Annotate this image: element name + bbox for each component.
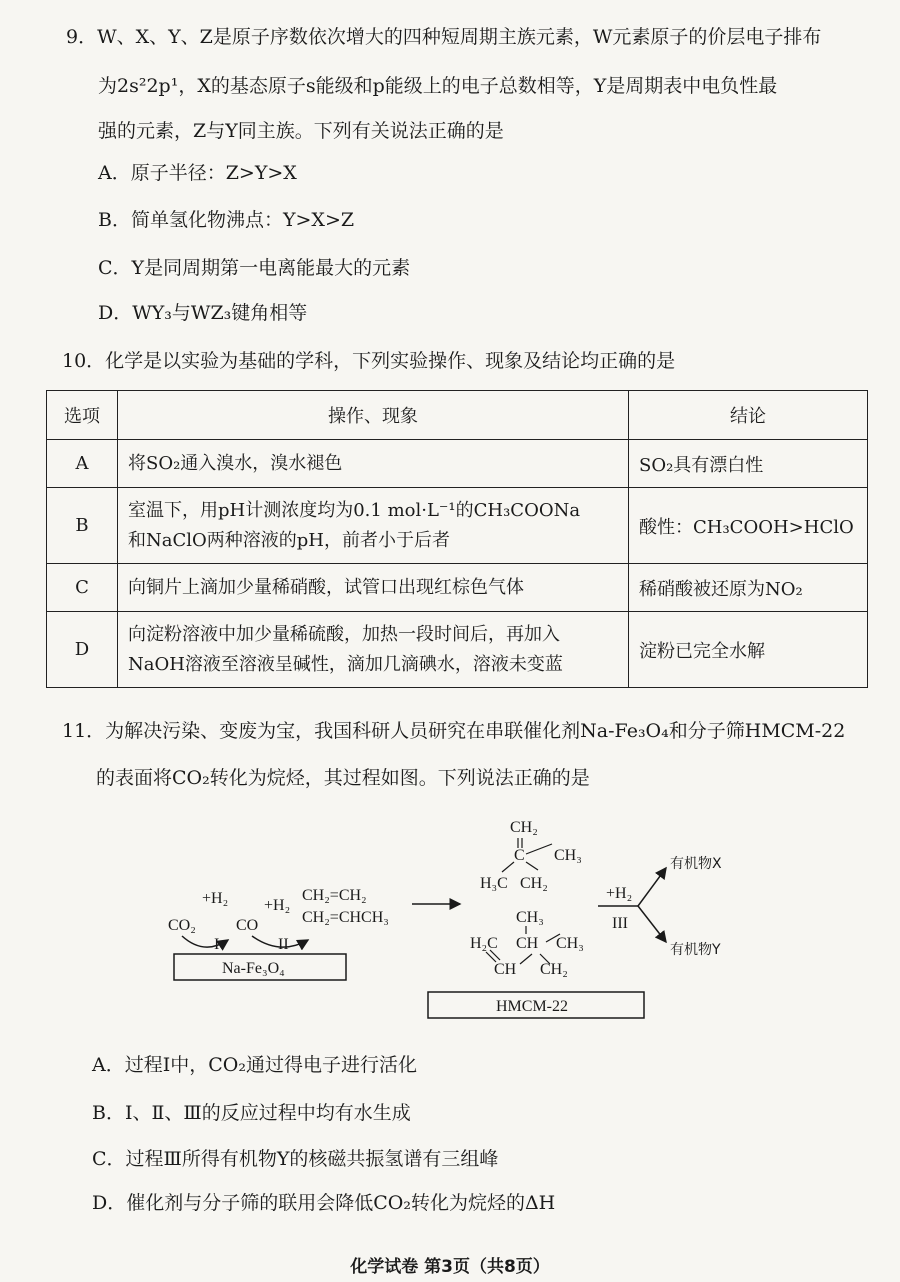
product-x-label: 有机物X xyxy=(670,856,722,872)
mol1-ch3: CH₃ xyxy=(554,847,582,864)
propylene-label: CH₂=CHCH₃ xyxy=(302,909,389,926)
row-conclusion: 稀硝酸被还原为NO₂ xyxy=(629,564,868,612)
reaction-diagram xyxy=(160,808,760,1028)
q9-option-d: D．WY₃与WZ₃键角相等 xyxy=(98,302,308,324)
mol2-ch3: CH₃ xyxy=(556,935,584,952)
h2-label-1: +H₂ xyxy=(202,890,229,907)
q9-option-a: A．原子半径：Z>Y>X xyxy=(98,162,297,184)
table-row xyxy=(47,564,868,612)
q9-stem-line1: 9．W、X、Y、Z是原子序数依次增大的四种短周期主族元素，W元素原子的价层电子排布 xyxy=(66,26,822,48)
catalyst-label: Na-Fe₃O₄ xyxy=(222,960,285,977)
mol2-ch2: CH₂ xyxy=(540,961,568,978)
q10-stem: 10．化学是以实验为基础的学科，下列实验操作、现象及结论均正确的是 xyxy=(62,350,676,372)
co2-label: CO₂ xyxy=(168,917,196,934)
arrow-to-y xyxy=(638,906,666,942)
q11-stem-line1: 11．为解决污染、变废为宝，我国科研人员研究在串联催化剂Na-Fe₃O₄和分子筛HMCM-22 xyxy=(62,720,846,742)
step-2-label: II xyxy=(278,936,289,953)
co-label: CO xyxy=(236,917,259,934)
h2-label-3: +H₂ xyxy=(606,885,633,902)
mol1-h3c: H₃C xyxy=(480,875,508,892)
row-operation: 向铜片上滴加少量稀硝酸，试管口出现红棕色气体 xyxy=(118,564,629,612)
q9-option-b: B．简单氢化物沸点：Y>X>Z xyxy=(98,209,355,231)
mol2-ch3-top: CH₃ xyxy=(516,909,544,926)
experiment-table xyxy=(46,390,868,688)
h2-label-2: +H₂ xyxy=(264,897,291,914)
header-operation: 操作、现象 xyxy=(118,391,629,440)
table-row xyxy=(47,488,868,564)
row-option: A xyxy=(47,440,118,488)
mol1-c: C xyxy=(514,847,525,864)
q11-option-d: D．催化剂与分子筛的联用会降低CO₂转化为烷烃的ΔH xyxy=(92,1192,556,1214)
product-y-label: 有机物Y xyxy=(670,942,721,958)
header-option: 选项 xyxy=(47,391,118,440)
q9-option-c: C．Y是同周期第一电离能最大的元素 xyxy=(98,257,411,279)
q9-stem-line2: 为2s²2p¹，X的基态原子s能级和p能级上的电子总数相等，Y是周期表中电负性最 xyxy=(98,75,778,97)
sieve-label: HMCM-22 xyxy=(496,998,569,1015)
page-footer: 化学试卷 第3页（共8页） xyxy=(350,1257,550,1277)
header-conclusion: 结论 xyxy=(629,391,868,440)
q11-option-c: C．过程Ⅲ所得有机物Y的核磁共振氢谱有三组峰 xyxy=(92,1148,499,1170)
q11-option-a: A．过程Ⅰ中，CO₂通过得电子进行活化 xyxy=(92,1054,417,1076)
row-option: C xyxy=(47,564,118,612)
row-operation: 向淀粉溶液中加少量稀硫酸，加热一段时间后，再加入 NaOH溶液至溶液呈碱性，滴加几滴碘水，溶液未变蓝 xyxy=(118,612,629,688)
row-operation: 将SO₂通入溴水，溴水褪色 xyxy=(118,440,629,488)
row-conclusion: 酸性：CH₃COOH>HClO xyxy=(629,488,868,564)
mol2-ch-low: CH xyxy=(494,961,517,978)
step-1-label: I xyxy=(214,936,220,953)
mol2-ch: CH xyxy=(516,935,539,952)
q11-option-b: B．Ⅰ、Ⅱ、Ⅲ的反应过程中均有水生成 xyxy=(92,1102,411,1124)
arrow-to-x xyxy=(638,868,666,906)
row-conclusion: 淀粉已完全水解 xyxy=(629,612,868,688)
row-option: B xyxy=(47,488,118,564)
row-operation: 室温下，用pH计测浓度均为0.1 mol·L⁻¹的CH₃COONa 和NaClO两种溶液的pH，前者小于后者 xyxy=(118,488,629,564)
table-row xyxy=(47,440,868,488)
mol1-ch2: CH₂ xyxy=(520,875,548,892)
table-header-row xyxy=(47,391,868,440)
arrow-step-1 xyxy=(182,936,228,947)
table-row xyxy=(47,612,868,688)
mol2-h2c: H₂C xyxy=(470,935,498,952)
mol1-ch2-top: CH₂ xyxy=(510,819,538,836)
q11-stem-line2: 的表面将CO₂转化为烷烃，其过程如图。下列说法正确的是 xyxy=(96,767,590,789)
ethylene-label: CH₂=CH₂ xyxy=(302,887,367,904)
step-3-label: III xyxy=(612,915,628,932)
q9-stem-line3: 强的元素，Z与Y同主族。下列有关说法正确的是 xyxy=(98,120,504,142)
row-option: D xyxy=(47,612,118,688)
row-conclusion: SO₂具有漂白性 xyxy=(629,440,868,488)
